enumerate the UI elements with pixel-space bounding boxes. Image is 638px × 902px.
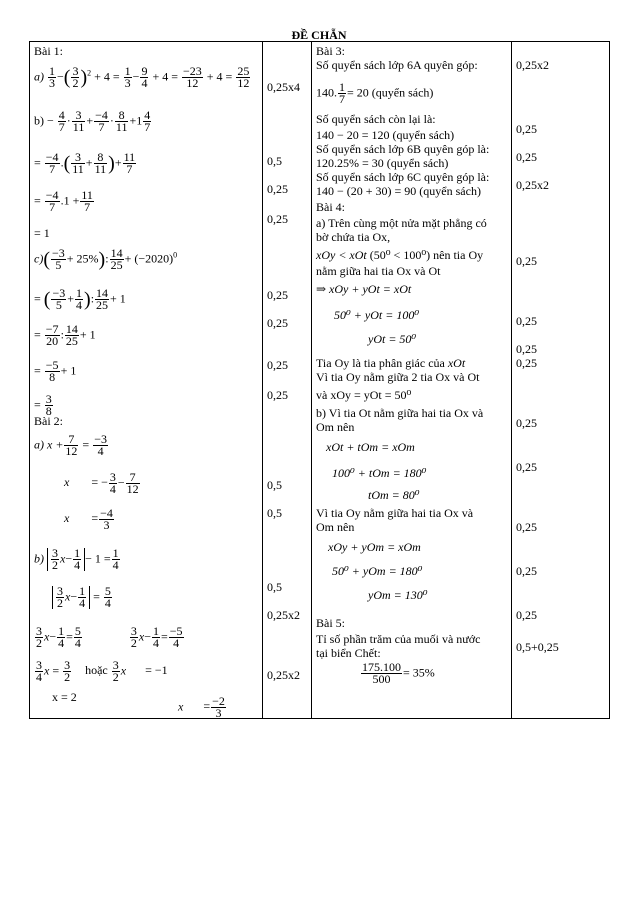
right-scores-cell [512, 42, 610, 719]
bai4-text: nằm giữa hai tia Ox và Ot [316, 264, 441, 278]
bai4-heading: Bài 4: [316, 200, 345, 214]
score: 0,25 [267, 212, 288, 226]
bai4-text: Vì tia Oy nằm giữa hai tia Ox và [316, 506, 474, 520]
score: 0,25 [516, 416, 537, 430]
bai2b-cases2: $\frac{3}{4}$ x = $\frac{3}{2}$ hoặc $\frac{3}{2}$ x = −1 [36, 658, 168, 684]
bai4-text: Vì tia Oy nằm giữa 2 tia Ox và Ot [316, 370, 480, 384]
bai4-text: Om nên [316, 420, 355, 434]
left-scores-cell [263, 42, 312, 719]
bai2a-line2: x = − $\frac{3}{4}$ − $\frac{7}{12}$ [64, 470, 139, 496]
bai4-eq: 50⁰ + yOt = 100⁰ [334, 308, 420, 322]
answer-table [29, 41, 610, 719]
score: 0,25 [516, 314, 537, 328]
bai2a-line1: a) x + $\frac{7}{12}$ = $\frac{-3}{4}$ [34, 432, 107, 458]
bai3-text: Số quyển sách lớp 6B quyên góp là: [316, 142, 490, 156]
score: 0,25 [267, 182, 288, 196]
bai5-text: tại biển Chết: [316, 646, 381, 660]
score: 0,25 [516, 342, 537, 356]
bai2b-x2: x = $\frac{-2}{3}$ [178, 694, 225, 720]
bai4-eq: yOm = 130⁰ [368, 588, 428, 602]
bai3-calc3: 120.25% = 30 (quyển sách) [316, 156, 449, 170]
bai3-text: Số quyển sách còn lại là: [316, 112, 436, 126]
bai2b-x1: x = 2 [52, 690, 77, 704]
score: 0,25x4 [267, 80, 300, 94]
score: 0,5 [267, 580, 282, 594]
score: 0,25 [267, 358, 288, 372]
score: 0,25 [267, 288, 288, 302]
bai4-eq: 100⁰ + tOm = 180⁰ [332, 466, 427, 480]
bai4-eq: yOt = 50⁰ [368, 332, 417, 346]
score: 0,5 [267, 506, 282, 520]
score: 0,25 [516, 254, 537, 268]
bai1c-line4: = $\frac{-5}{8}$ + 1 [34, 358, 77, 384]
score: 0,5 [267, 478, 282, 492]
score: 0,25x2 [267, 608, 300, 622]
bai1b-line1: b) − $\frac{4}{7}$ · $\frac{3}{11}$ + $\frac{-4}{7}$ · $\frac{8}{11}$ +1 $\frac{4}{7}$ [34, 108, 151, 134]
bai5-calc: $\frac{175.100}{500}$ = 35% [362, 660, 435, 686]
bai3-calc1: 140. $\frac{1}{7}$ = 20 (quyển sách) [316, 80, 434, 106]
score: 0,25x2 [516, 178, 549, 192]
score: 0,25 [516, 356, 537, 370]
bai4-text: bờ chứa tia Ox, [316, 230, 391, 244]
bai1b-result: = 1 [34, 226, 50, 240]
score: 0,5+0,25 [516, 640, 559, 654]
bai4-text: và xOy = yOt = 50⁰ [316, 388, 412, 402]
right-solutions-cell [312, 42, 512, 719]
bai4-eq: ⇒ xOy + yOt = xOt [316, 282, 412, 296]
score: 0,5 [267, 154, 282, 168]
bai1b-line3: = $\frac{-4}{7}$ .1 + $\frac{11}{7}$ [34, 188, 93, 214]
score: 0,25x2 [516, 58, 549, 72]
page-title: ĐỀ CHẴN [291, 28, 347, 42]
bai2b-line1: b) $\frac{3}{2}$ x− $\frac{1}{4}$ − 1 = $\frac{1}{4}$ [34, 546, 119, 572]
bai4-text: Tia Oy là tia phân giác của xOt [316, 356, 466, 370]
bai4-text: xOy < xOt (50⁰ < 100⁰) nên tia Oy [316, 248, 484, 262]
bai2a-result: x = $\frac{-4}{3}$ [64, 506, 113, 532]
bai2-heading: Bài 2: [34, 414, 63, 428]
bai3-heading: Bài 3: [316, 44, 345, 58]
bai2b-cases: $\frac{3}{2}$ x− $\frac{1}{4}$ = $\frac{5}{4}$ $\frac{3}{2}$ x− $\frac{1}{4}$ = $\frac{-5}{4}$ [36, 624, 183, 650]
bai1c-line3: = $\frac{-7}{20}$ : $\frac{14}{25}$ + 1 [34, 322, 96, 348]
bai3-text: Số quyển sách lớp 6C quyên góp là: [316, 170, 490, 184]
score: 0,25 [516, 520, 537, 534]
bai3-calc4: 140 − (20 + 30) = 90 (quyển sách) [316, 184, 481, 198]
bai5-heading: Bài 5: [316, 616, 345, 630]
bai4-eq: xOy + yOm = xOm [328, 540, 421, 554]
bai2b-line2: $\frac{3}{2}$ x− $\frac{1}{4}$ = $\frac{5}{4}$ [52, 586, 113, 609]
bai1b-line2: = $\frac{-4}{7}$ .( $\frac{3}{11}$ + $\frac{8}{11}$ )+ $\frac{11}{7}$ [34, 150, 136, 176]
bai4-eq: xOt + tOm = xOm [326, 440, 415, 454]
score: 0,25 [267, 388, 288, 402]
bai1a-line: a) $\frac{1}{3}$ −( $\frac{3}{2}$ )$^2$ + 4 = $\frac{1}{3}$ − $\frac{9}{4}$ + 4 = $\frac{-23}{12}$ + 4 = $\frac{25}{12}$ [34, 64, 250, 90]
score: 0,25 [516, 150, 537, 164]
bai4-text: Om nên [316, 520, 355, 534]
bai1c-line1: c)( $\frac{-3}{5}$ + 25%): $\frac{14}{25}$ + $(-2020)^0$ [34, 246, 178, 272]
score: 0,25 [267, 316, 288, 330]
bai4-eq: tOm = 80⁰ [368, 488, 420, 502]
score: 0,25 [516, 460, 537, 474]
bai1-heading: Bài 1: [34, 44, 63, 58]
bai1c-line2: = ( $\frac{-3}{5}$ + $\frac{1}{4}$ ): $\frac{14}{25}$ + 1 [34, 286, 126, 312]
score: 0,25 [516, 122, 537, 136]
bai4-eq: 50⁰ + yOm = 180⁰ [332, 564, 423, 578]
bai1c-result: = $\frac{3}{8}$ [34, 392, 52, 418]
score: 0,25 [516, 608, 537, 622]
bai3-text: Số quyển sách lớp 6A quyên góp: [316, 58, 478, 72]
bai5-text: Tỉ số phần trăm của muối và nước [316, 632, 481, 646]
bai3-calc2: 140 − 20 = 120 (quyển sách) [316, 128, 455, 142]
score: 0,25 [516, 564, 537, 578]
bai4-text: a) Trên cùng một nửa mặt phẳng có [316, 216, 487, 230]
left-solutions-cell [30, 42, 263, 719]
bai4-text: b) Vì tia Ot nằm giữa hai tia Ox và [316, 406, 484, 420]
score: 0,25x2 [267, 668, 300, 682]
